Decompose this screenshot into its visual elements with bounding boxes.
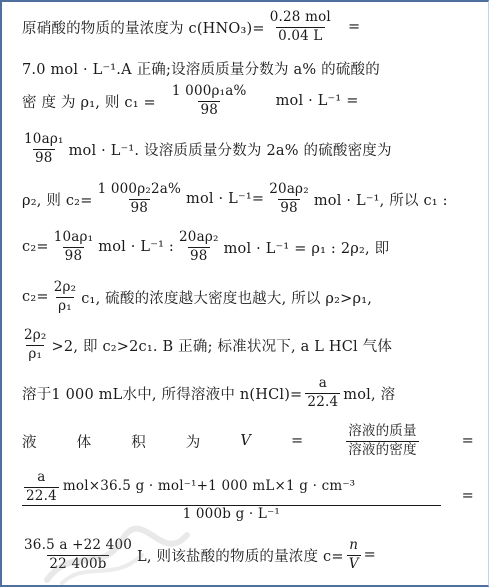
fraction-denominator: ρ₁ [28, 345, 43, 362]
line-1-text: 原硝酸的物质的量浓度为 c(HNO₃)= [22, 20, 265, 37]
fraction-denominator: 98 [200, 101, 219, 118]
watermark-graphic [42, 525, 192, 585]
equals-sign: = [363, 547, 376, 564]
line-3-text: 密 度 为 ρ₁, 则 c₁ = [22, 94, 156, 111]
text-line-1 [22, 10, 474, 44]
text-line-8 [22, 328, 474, 362]
fraction-volume-definition [346, 424, 419, 458]
line-5-text: ρ₂, 则 c₂= [22, 192, 93, 209]
fraction-numerator: 2ρ₂ [53, 279, 77, 295]
fraction-denominator: 22 400b [49, 555, 107, 572]
fraction-c2 [96, 182, 183, 216]
fraction-hno3 [268, 10, 333, 44]
line-9-text: 溶于1 000 mL水中, 所得溶液中 n(HCl)= [22, 386, 303, 403]
fraction-rho-ratio-2 [22, 328, 49, 362]
numerator-text: mol×36.5 g · mol⁻¹+1 000 mL×1 g · cm⁻³ [62, 478, 356, 495]
fraction-n-hcl [305, 376, 340, 410]
fraction-numerator: 36.5 a +22 400 [24, 537, 133, 553]
word: 液 [22, 434, 37, 451]
fraction-numerator [22, 470, 357, 505]
fraction-denominator: 22.4 [26, 487, 57, 504]
fraction-denominator: 1 000b g · L⁻¹ [22, 505, 441, 523]
fraction-denominator: 98 [34, 149, 53, 166]
text-line-9 [22, 376, 474, 410]
text-line-7 [22, 280, 474, 314]
fraction-rho-ratio [52, 280, 79, 314]
line-5-tail: mol · L⁻¹, 所以 c₁ : [313, 192, 448, 209]
fraction-denominator: 98 [64, 247, 83, 264]
word: 为 [185, 434, 201, 451]
unit-text: mol · L⁻¹ : [98, 239, 174, 256]
fraction-numerator: a [318, 375, 327, 391]
fraction-c2-simplified [267, 182, 311, 216]
text-line-4 [22, 132, 474, 166]
line-6-text: c₂= [22, 239, 49, 256]
fraction-numerator: 20aρ₂ [179, 229, 219, 245]
equals-sign: = [290, 433, 304, 450]
fraction-numerator: 1 000ρ₂2a% [97, 181, 182, 197]
unit-text: mol · L⁻¹= [186, 191, 265, 208]
fraction-denominator: V [348, 555, 359, 572]
fraction-numerator: 20aρ₂ [269, 181, 309, 197]
fraction-denominator: 22.4 [307, 393, 339, 410]
line-4-text: mol · L⁻¹. 设溶质质量分数为 2a% 的硫酸密度为 [68, 142, 392, 159]
unit-text: mol · L⁻¹ = [275, 93, 359, 110]
fraction-denominator: 98 [130, 199, 149, 216]
line-7-tail: c₁, 硫酸的浓度越大密度也越大, 所以 ρ₂>ρ₁, [81, 290, 373, 307]
fraction-c1 [170, 84, 249, 118]
equals-sign: = [347, 19, 361, 36]
line-2-text: 7.0 mol · L⁻¹.A 正确;设溶质质量分数为 a% 的硫酸的 [22, 62, 380, 78]
text-line-11 [22, 470, 474, 523]
fraction-ratio-right [177, 230, 221, 264]
text-line-10 [22, 424, 474, 458]
fraction-denominator: ρ₁ [58, 297, 72, 314]
fraction-a-over-22-4 [24, 470, 59, 504]
equals-sign: = [461, 488, 474, 505]
variable-v: V [240, 433, 252, 450]
fraction-denominator: 0.04 L [278, 27, 323, 44]
fraction-numerator: 0.28 mol [269, 9, 331, 25]
fraction-volume-expression [22, 470, 441, 523]
line-8-text: >2, 即 c₂>2c₁. B 正确; 标准状况下, a L HCl 气体 [51, 338, 393, 355]
text-line-6 [22, 230, 474, 264]
text-line-2 [22, 58, 474, 79]
line-9-tail: mol, 溶 [343, 386, 396, 403]
fraction-numerator: 1 000ρ₁a% [171, 83, 247, 99]
fraction-denominator: 溶液的密度 [348, 441, 417, 458]
fraction-n-over-v [347, 538, 361, 572]
fraction-numerator: 溶液的质量 [348, 423, 417, 439]
fraction-denominator: 98 [280, 199, 298, 216]
line-12-text: L, 则该盐酸的物质的量浓度 c= [137, 548, 344, 565]
fraction-ratio-left [52, 230, 96, 264]
fraction-numerator: n [349, 537, 359, 553]
word: 体 [76, 434, 92, 451]
text-line-5 [22, 182, 474, 216]
line-6-tail: mol · L⁻¹ = ρ₁ : 2ρ₂, 即 [223, 240, 390, 257]
fraction-numerator: 10aρ₁ [53, 229, 94, 245]
word: 积 [131, 434, 146, 451]
fraction-c1-simplified [22, 132, 66, 166]
fraction-denominator: 98 [189, 247, 208, 264]
fraction-numerator: a [37, 469, 46, 485]
fraction-numerator: 2ρ₂ [24, 327, 47, 343]
line-7-text: c₂= [22, 289, 49, 306]
text-line-3 [22, 84, 474, 118]
fraction-numerator: 10aρ₁ [24, 131, 64, 147]
equals-sign: = [461, 433, 474, 450]
